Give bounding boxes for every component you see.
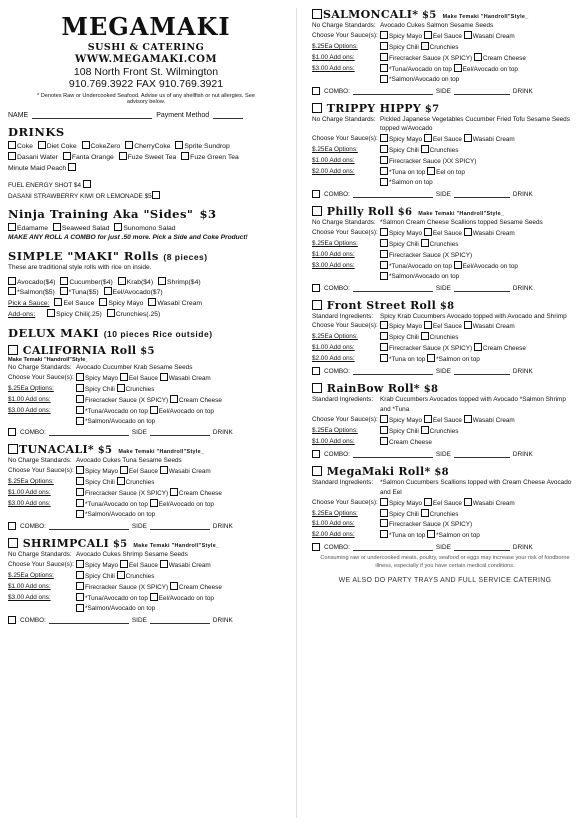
sauce-option[interactable]: Wasabi Cream [148,300,202,307]
sauce-row: Choose Your Sauce(s): Spicy Mayo Eel Sauce Wasabi Cream [312,228,515,237]
checkbox[interactable] [380,145,388,153]
roll-title: TUNACALI* $5 Make Temaki "Handroll"Style_ [8,443,284,456]
checkbox[interactable] [380,426,388,434]
addon-option[interactable]: Spicy Chili(.25) [47,311,102,318]
addons-300-row: $3.00 Add ons: *Tuna/Avocado on top Eel/Avocado on top [312,64,518,73]
sauce-row: Choose Your Sauce(s): Spicy Mayo Eel Sauce Wasabi Cream [8,373,211,382]
drink-option[interactable]: Fanta Orange [63,154,114,161]
checkbox[interactable] [68,163,76,171]
checkbox[interactable] [312,543,320,551]
checkbox[interactable] [421,426,429,434]
side-field[interactable] [454,189,510,198]
checkbox[interactable] [380,354,388,362]
roll-title: CALIFORNIA Roll $5 [8,344,284,357]
checkbox[interactable] [464,228,472,236]
roll-title: MegaMaki Roll* $8 [312,465,578,478]
combo-row: COMBO: SIDE DRINK [8,427,284,436]
addons-100-row: $1.00 Add ons: Cream Cheese [312,437,432,446]
combo-field[interactable] [49,427,129,436]
simple-maki-heading: SIMPLE "MAKI" Rolls (8 pieces) [8,248,208,263]
addons-200-row: $2.00 Add ons: *Tuna on top *Salmon on top [312,531,480,540]
checkbox[interactable] [160,560,168,568]
checkbox[interactable] [427,354,435,362]
checkbox[interactable] [181,152,189,160]
roll-title: Philly Roll $6 Make Temaki "Handroll"Style_ [312,205,578,218]
standards-row: No Charge Standards: Avocado Cukes Salmon Sesame Seeds [312,22,494,29]
drink-option[interactable]: Minute Maid Peach [8,165,77,172]
checkbox[interactable] [76,373,84,381]
roll-rainbow [312,382,578,458]
sauce-row: Choose Your Sauce(s): Spicy Mayo Eel Sauce Wasabi Cream [312,498,515,507]
fuel-shot: FUEL ENERGY SHOT $4 [8,181,82,189]
address: 108 North Front St. Wilmington [73,65,219,78]
checkbox[interactable] [380,31,388,39]
addons-300-row: $3.00 Add ons: *Tuna/Avocado on top Eel/Avocado on top [8,406,214,415]
checkbox[interactable] [464,134,472,142]
combo-row: COMBO: SIDE DRINK [312,542,578,551]
checkbox[interactable] [8,345,18,355]
checkbox[interactable] [380,64,388,72]
checkbox[interactable] [160,466,168,474]
side-option[interactable]: Seaweed Salad [53,225,110,232]
checkbox[interactable] [312,9,322,19]
checkbox[interactable] [8,152,16,160]
checkbox[interactable] [312,383,322,393]
roll-salmoncali [312,8,578,95]
standards-row: No Charge Standards: *Salmon Cream Cheese Scallions topped Sesame Seeds [312,218,543,226]
checkbox[interactable] [464,415,472,423]
checkbox[interactable] [427,167,435,175]
roll-title: SHRIMPCALI $5 Make Temaki "Handroll"Style_ [8,537,284,550]
options-25-row: $.25Ea Options: Spicy Chili Crunchies [312,239,459,248]
drink-option[interactable]: Dasani Water [8,154,58,161]
options-25-row: $.25Ea Options: Spicy Chili Crunchies [8,384,155,393]
addons-100-row: $1.00 Add ons: Firecracker Sauce (X SPICY) Cream Cheese [8,395,222,404]
roll-title: TRIPPY HIPPY $7 [312,102,578,115]
checkbox[interactable] [47,309,55,317]
combo-field[interactable] [353,86,433,95]
standards-row: No Charge Standards: Avocado Cukes Shrimp Sesame Seeds [8,551,188,558]
left-column [8,0,284,826]
side-field[interactable] [454,283,510,292]
payment-field[interactable] [213,110,243,119]
checkbox[interactable] [312,206,322,216]
checkbox[interactable] [150,499,158,507]
drink-option[interactable]: Diet Coke [38,143,77,150]
sauce-option[interactable]: Eel Sauce [54,300,94,307]
sauce-row: Choose Your Sauce(s): Spicy Mayo Eel Sauce Wasabi Cream [8,560,211,569]
energy-drinks [8,180,284,202]
checkbox[interactable] [76,582,84,590]
catering-note: WE ALSO DO PARTY TRAYS AND FULL SERVICE CATERING [338,576,552,584]
checkbox[interactable] [8,616,16,624]
addons-100-row: $1.00 Add ons: Firecracker Sauce (XX SPICY) [312,157,477,166]
addons-300-row-2: *Salmon/Avocado on top [8,604,284,614]
side-field[interactable] [150,615,210,624]
checkbox[interactable] [380,519,388,527]
checkbox[interactable] [380,321,388,329]
brand-header [8,14,284,106]
checkbox[interactable] [380,156,388,164]
checkbox[interactable] [76,593,84,601]
standards-row: Standard Ingredients: Spicy Krab Cucumbers Avocado topped with Avocado and Shrimp [312,312,567,320]
checkbox[interactable] [76,406,84,414]
combo-field[interactable] [353,366,433,375]
combo-row: COMBO: SIDE DRINK [8,615,284,624]
checkbox[interactable] [8,522,16,530]
brand-logo: MEGAMAKI [61,12,231,41]
checkbox[interactable] [380,228,388,236]
checkbox[interactable] [424,134,432,142]
checkbox[interactable] [380,509,388,517]
checkbox[interactable] [54,298,62,306]
checkbox[interactable] [8,428,16,436]
addons-100-row: $1.00 Add ons: Firecracker Sauce (X SPICY) Cream Cheese [8,582,222,591]
standards-row: Standard Ingredients: *Salmon Cucumbers Scallions topped with Cream Cheese Avocado and Eel [312,478,572,496]
roll-tunacali [8,443,284,530]
checkbox[interactable] [454,261,462,269]
checkbox[interactable] [120,466,128,474]
sides-list [8,223,284,234]
checkbox[interactable] [119,152,127,160]
side-option[interactable]: Sunomono Salad [114,225,175,232]
roll-megamaki [312,465,578,552]
combo-row: COMBO: SIDE DRINK [8,521,284,530]
checkbox[interactable] [380,343,388,351]
combo-field[interactable] [353,189,433,198]
checkbox[interactable] [63,152,71,160]
checkbox[interactable] [427,530,435,538]
combo-note: MAKE ANY ROLL A COMBO for just .50 more. Pick a Side and Coke Product! [8,234,248,242]
checkbox[interactable] [380,178,388,186]
roll-shrimpcali [8,537,284,624]
combo-field[interactable] [49,521,129,530]
simple-maki-list [8,277,284,320]
advisory-note: * Denotes Raw or Undercooked Seafood. Advise us of any shellfish or nut allergies. See advisory below. [37,92,255,106]
checkbox[interactable] [150,406,158,414]
checkbox[interactable] [380,75,388,83]
checkbox[interactable] [76,488,84,496]
column-divider [296,8,297,818]
brand-tagline: SUSHI & CATERING [87,41,205,53]
checkbox[interactable] [170,395,178,403]
checkbox[interactable] [148,298,156,306]
checkbox[interactable] [76,417,84,425]
checkbox[interactable] [76,499,84,507]
checkbox[interactable] [380,250,388,258]
roll-philly [312,205,578,292]
combo-row: COMBO: SIDE DRINK [312,283,578,292]
roll-trippy-hippy [312,102,578,198]
checkbox[interactable] [474,343,482,351]
roll-front-street [312,299,578,376]
side-field[interactable] [454,449,510,458]
checkbox[interactable] [380,239,388,247]
checkbox[interactable] [76,510,84,518]
delux-maki-heading: DELUX MAKI (10 pieces Rice outside) [8,325,213,340]
checkbox[interactable] [60,287,68,295]
side-field[interactable] [150,521,210,530]
checkbox[interactable] [464,321,472,329]
drink-option[interactable]: Fuze Green Tea [181,154,239,161]
name-field[interactable] [32,110,152,119]
checkbox[interactable] [160,373,168,381]
checkbox[interactable] [150,593,158,601]
sauce-label: Pick a Sauce: [8,300,50,308]
maki-option[interactable]: *Tuna($5) [60,289,99,296]
checkbox[interactable] [464,498,472,506]
checkbox[interactable] [421,42,429,50]
checkbox[interactable] [8,538,18,548]
checkbox[interactable] [104,287,112,295]
side-field[interactable] [150,427,210,436]
right-column [312,0,578,826]
combo-row: COMBO: SIDE DRINK [312,86,578,95]
checkbox[interactable] [117,571,125,579]
sauce-row: Choose Your Sauce(s): Spicy Mayo Eel Sauce Wasabi Cream [312,322,515,331]
checkbox[interactable] [38,141,46,149]
checkbox[interactable] [76,384,84,392]
checkbox[interactable] [421,239,429,247]
drink-option[interactable]: CherryCoke [125,143,170,150]
checkbox[interactable] [312,87,320,95]
side-field[interactable] [454,542,510,551]
addons-300-row-2: *Salmon/Avocado on top [8,510,284,520]
checkbox[interactable] [76,395,84,403]
checkbox[interactable] [312,103,322,113]
addons-200-row: $2.00 Add ons: *Tuna on top *Salmon on top [312,355,480,364]
checkbox[interactable] [424,31,432,39]
addons-200-row: $2.00 Add ons: *Tuna on top Eel on top [312,168,465,177]
drink-option[interactable]: Fuze Sweet Tea [119,154,177,161]
sauce-row: Choose Your Sauce(s): Spicy Mayo Eel Sauce Wasabi Cream [312,31,515,40]
standards-row: No Charge Standards: Pickled Japanese Vegetables Cucumber Fried Tofu Sesame Seeds topped w/Avocado [312,115,570,133]
payment-label: Payment Method [156,112,210,120]
checkbox[interactable] [380,42,388,50]
roll-title: Front Street Roll $8 [312,299,578,312]
checkbox[interactable] [152,191,160,199]
checkbox[interactable] [158,277,166,285]
options-25-row: $.25Ea Options: Spicy Chili Crunchies [8,478,155,487]
sauce-row: Choose Your Sauce(s): Spicy Mayo Eel Sauce Wasabi Cream [8,467,211,476]
checkbox[interactable] [120,560,128,568]
options-25-row: $.25Ea Options: Spicy Chili Crunchies [312,333,459,342]
checkbox[interactable] [421,145,429,153]
checkbox[interactable] [117,477,125,485]
drink-option[interactable]: Coke [8,143,33,150]
drinks-list [8,141,284,174]
checkbox[interactable] [76,571,84,579]
addon-label: Add-ons: [8,311,36,319]
checkbox[interactable] [312,367,320,375]
sauce-option[interactable]: Spicy Mayo [99,300,143,307]
drink-option[interactable]: CokeZero [82,143,121,150]
combo-row: COMBO: SIDE DRINK [312,449,578,458]
addons-300-row: $3.00 Add ons: *Tuna/Avocado on top Eel/Avocado on top [8,593,214,602]
checkbox[interactable] [8,444,18,454]
checkbox[interactable] [454,64,462,72]
checkbox[interactable] [8,141,16,149]
checkbox[interactable] [380,134,388,142]
drink-option[interactable]: Sprite Sundrop [175,143,229,150]
maki-option[interactable]: Krab($4) [118,279,153,286]
roll-title: RainBow Roll* $8 [312,382,578,395]
phone-fax: 910.769.3922 FAX 910.769.3921 [68,78,224,91]
checkbox[interactable] [117,384,125,392]
checkbox[interactable] [421,509,429,517]
handroll-note: Make Temaki "Handroll"Style_ [8,356,89,363]
combo-field[interactable] [49,615,129,624]
checkbox[interactable] [380,437,388,445]
checkbox[interactable] [380,415,388,423]
checkbox[interactable] [312,300,322,310]
maki-option[interactable]: *Salmon($5) [8,289,55,296]
checkbox[interactable] [380,332,388,340]
maki-option[interactable]: Cucumber($4) [60,279,112,286]
options-25-row: $.25Ea Options: Spicy Chili Crunchies [312,146,459,155]
checkbox[interactable] [60,277,68,285]
name-label: NAME [8,112,29,120]
name-payment-row [8,110,284,119]
checkbox[interactable] [424,415,432,423]
combo-field[interactable] [353,283,433,292]
checkbox[interactable] [8,277,16,285]
checkbox[interactable] [53,223,61,231]
maki-option[interactable]: Shrimp($4) [158,279,201,286]
side-field[interactable] [454,366,510,375]
checkbox[interactable] [76,604,84,612]
maki-option[interactable]: Eel/Avocado($7) [104,289,163,296]
drinks-heading: DRINKS [8,125,65,140]
addons-300-row: $3.00 Add ons: *Tuna/Avocado on top Eel/Avocado on top [312,261,518,270]
combo-field[interactable] [353,542,433,551]
checkbox[interactable] [118,277,126,285]
checkbox[interactable] [424,498,432,506]
sauce-row: Choose Your Sauce(s): Spicy Mayo Eel Sauce Wasabi Cream [312,415,515,424]
addon-option[interactable]: Crunchies(.25) [107,311,161,318]
checkbox[interactable] [76,466,84,474]
checkbox[interactable] [424,321,432,329]
checkbox[interactable] [380,261,388,269]
combo-field[interactable] [353,449,433,458]
addons-100-row: $1.00 Add ons: Firecracker Sauce (X SPICY) Cream Cheese [312,344,526,353]
dasani-flavored: DASANI STRAWBERRY KIWI OR LEMONADE $5 [8,192,152,200]
standards-row: No Charge Standards: Avocado Cucumber Krab Sesame Seeds [8,363,193,371]
combo-row: COMBO: SIDE DRINK [312,366,578,375]
addons-300-row-2: *Salmon/Avocado on top [8,417,284,427]
checkbox[interactable] [99,298,107,306]
standards-row: Standard Ingredients: Krab Cucumbers Avocados topped with Avocado *Salmon Shrimp and *Tuna [312,396,566,414]
checkbox[interactable] [474,53,482,61]
checkbox[interactable] [114,223,122,231]
checkbox[interactable] [312,466,322,476]
roll-california [8,344,284,437]
checkbox[interactable] [76,477,84,485]
checkbox[interactable] [380,498,388,506]
sides-heading: Ninja Training Aka "Sides" $3 [8,207,217,222]
checkbox[interactable] [170,488,178,496]
side-option[interactable]: Edamame [8,225,48,232]
addons-300-row-2: *Salmon/Avocado on top [312,75,578,85]
addons-100-row: $1.00 Add ons: Firecracker Sauce (X SPICY) Cream Cheese [8,489,222,498]
side-field[interactable] [454,86,510,95]
addons-200-row-2: *Salmon on top [312,178,578,188]
checkbox[interactable] [380,53,388,61]
options-25-row: $.25Ea Options: Spicy Chili Crunchies [312,426,459,435]
checkbox[interactable] [421,332,429,340]
simple-maki-desc: These are traditional style rolls with rice on inside. [8,263,152,271]
checkbox[interactable] [175,141,183,149]
options-25-row: $.25Ea Options: Spicy Chili Crunchies [312,509,459,518]
checkbox[interactable] [312,190,320,198]
options-25-row: $.25Ea Options: Spicy Chili Crunchies [8,571,155,580]
options-25-row: $.25Ea Options: Spicy Chili Crunchies [312,42,459,51]
checkbox[interactable] [380,167,388,175]
checkbox[interactable] [464,31,472,39]
checkbox[interactable] [8,223,16,231]
roll-title: SALMONCALI* $5 Make Temaki "Handroll"Style_ [312,8,578,21]
sauce-row: Choose Your Sauce(s): Spicy Mayo Eel Sauce Wasabi Cream [312,135,515,144]
checkbox[interactable] [380,530,388,538]
checkbox[interactable] [170,582,178,590]
checkbox[interactable] [125,141,133,149]
addons-100-row: $1.00 Add ons: Firecracker Sauce (X SPICY) [312,250,473,259]
checkbox[interactable] [312,284,320,292]
checkbox[interactable] [312,450,320,458]
food-safety-disclaimer: Consuming raw or undercooked meats, poultry, seafood or eggs may increase your risk of foodborne illness, especially if you have certain medical conditions. [320,555,570,569]
addons-300-row-2: *Salmon/Avocado on top [312,272,578,282]
checkbox[interactable] [83,180,91,188]
combo-row: COMBO: SIDE DRINK [312,189,578,198]
checkbox[interactable] [380,272,388,280]
addons-100-row: $1.00 Add ons: Firecracker Sauce (X SPICY) Cream Cheese [312,53,526,62]
addons-300-row: $3.00 Add ons: *Tuna/Avocado on top Eel/Avocado on top [8,500,214,509]
checkbox[interactable] [76,560,84,568]
checkbox[interactable] [107,309,115,317]
checkbox[interactable] [424,228,432,236]
checkbox[interactable] [8,287,16,295]
maki-option[interactable]: Avocado($4) [8,279,55,286]
addons-100-row: $1.00 Add ons: Firecracker Sauce (X SPICY) [312,520,473,529]
checkbox[interactable] [120,373,128,381]
checkbox[interactable] [82,141,90,149]
website[interactable]: WWW.MEGAMAKI.COM [74,54,218,66]
standards-row: No Charge Standards: Avocado Cukes Tuna Sesame Seeds [8,457,182,465]
